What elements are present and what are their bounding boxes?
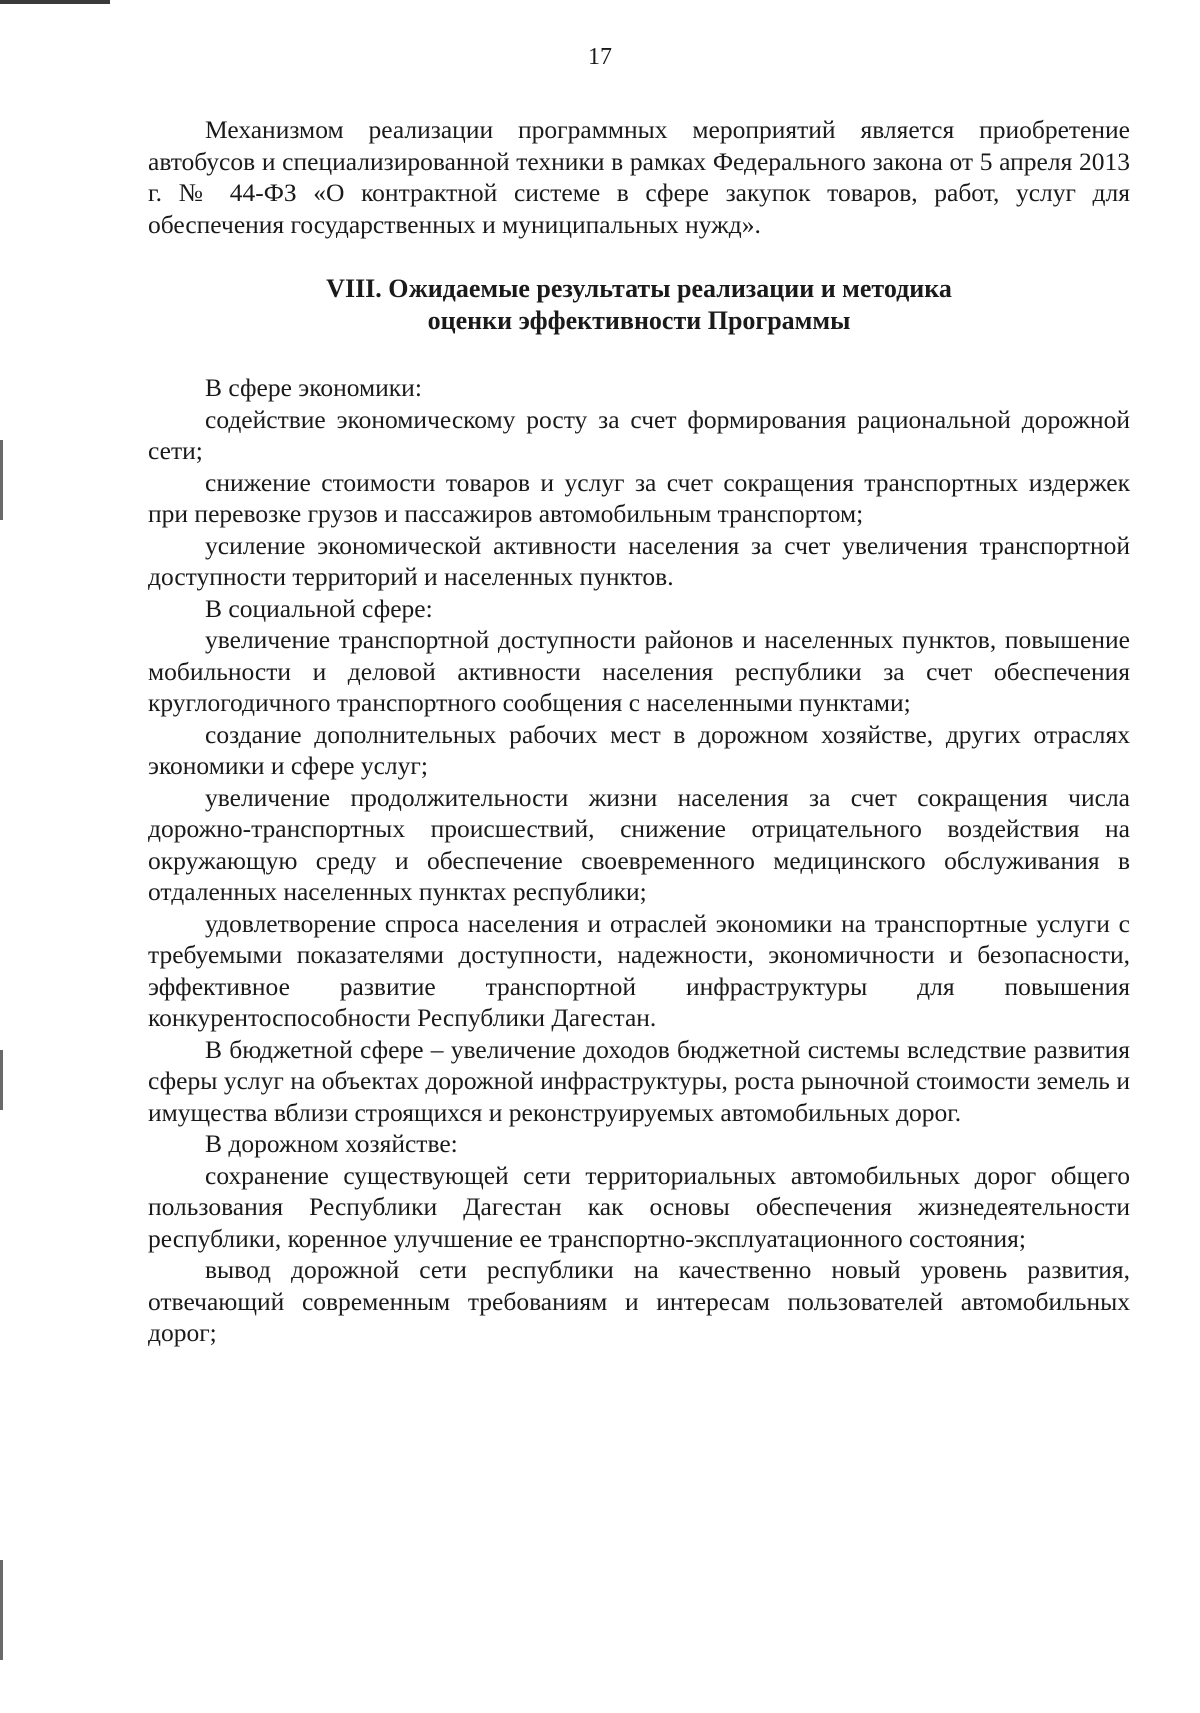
paragraph: усиление экономической активности населения за счет увеличения транспортной доступности территорий и населенных пунктов. (148, 530, 1130, 591)
paragraph: содействие экономическому росту за счет формирования рациональной дорожной сети; (148, 404, 1130, 465)
page-number: 17 (588, 44, 612, 70)
paragraph: В сфере экономики: (205, 373, 422, 402)
scan-edge-left-mark (0, 1560, 3, 1660)
paragraph: создание дополнительных рабочих мест в дорожном хозяйстве, других отраслях экономики и сфере услуг; (148, 719, 1130, 780)
section-heading-line-2: оценки эффективности Программы (427, 305, 851, 335)
intro-paragraph: Механизмом реализации программных мероприятий является приобретение автобусов и специализированной техники в рамках Федерального закона от 5 апреля 2013 г. № 44-ФЗ «О контрактной системе в сфере закупок товаров, работ, услуг для обеспечения государственных и муниципальных нужд». (148, 115, 1130, 239)
document-body (148, 114, 1130, 1349)
paragraph: В дорожном хозяйстве: (205, 1129, 458, 1158)
scan-edge-left-mark (0, 1050, 3, 1110)
paragraph: снижение стоимости товаров и услуг за счет сокращения транспортных издержек при перевозке грузов и пассажиров автомобильным транспортом; (148, 467, 1130, 528)
scan-edge-left-mark (0, 440, 3, 520)
paragraph: увеличение транспортной доступности районов и населенных пунктов, повышение мобильности и деловой активности населения республики за счет обеспечения круглогодичного транспортного сообщения с населенными пунктами; (148, 625, 1130, 717)
section-heading (148, 273, 1130, 336)
scan-edge-top (0, 0, 110, 4)
section-heading-line-1: VIII. Ожидаемые результаты реализации и методика (326, 274, 952, 303)
paragraph: В бюджетной сфере – увеличение доходов бюджетной системы вследствие развития сферы услуг на объектах дорожной инфраструктуры, роста рыночной стоимости земель и имущества вблизи строящихся и реконструируемых автомобильных дорог. (148, 1034, 1130, 1127)
paragraph: увеличение продолжительности жизни населения за счет сокращения числа дорожно-транспортных происшествий, снижение отрицательного воздействия на окружающую среду и обеспечение своевременного медицинского обслуживания в отдаленных населенных пунктах республики; (148, 782, 1130, 906)
paragraph: вывод дорожной сети республики на качественно новый уровень развития, отвечающий современным требованиям и интересам пользователей автомобильных дорог; (148, 1255, 1130, 1347)
paragraph: В социальной сфере: (205, 593, 433, 623)
paragraph: сохранение существующей сети территориальных автомобильных дорог общего пользования Республики Дагестан как основы обеспечения жизнедеятельности республики, коренное улучшение ее транспортно-эксплуатационного состояния; (148, 1160, 1130, 1253)
paragraph: удовлетворение спроса населения и отраслей экономики на транспортные услуги с требуемыми показателями доступности, надежности, экономичности и безопасности, эффективное развитие транспортной инфраструктуры для повышения конкурентоспособности Республики Дагестан. (148, 908, 1130, 1032)
